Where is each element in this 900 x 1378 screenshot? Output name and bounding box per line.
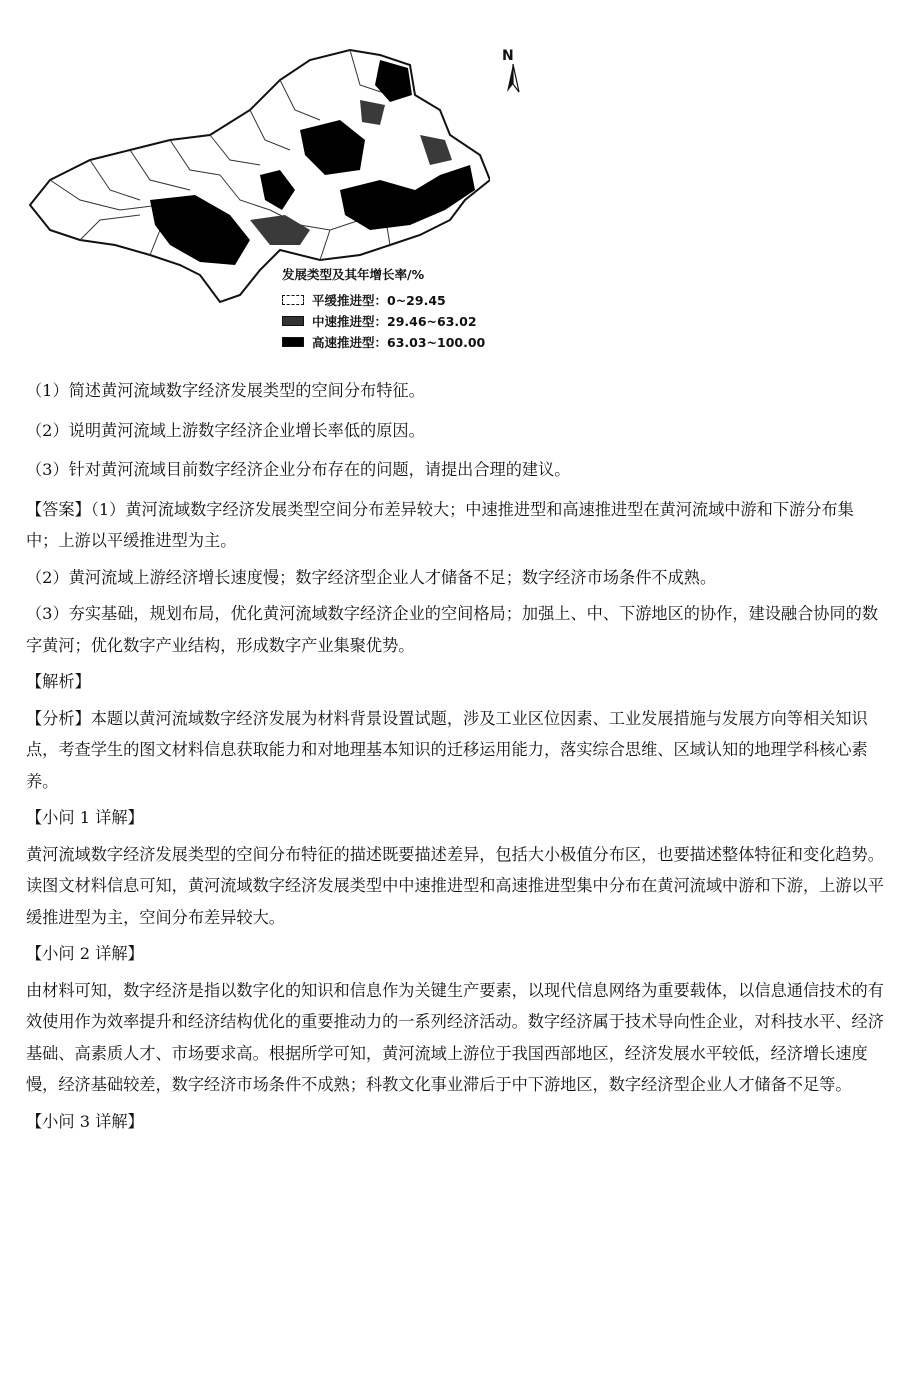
north-arrow — [498, 48, 528, 98]
answer-2: （2）黄河流域上游经济增长速度慢；数字经济型企业人才储备不足；数字经济市场条件不成熟。 — [26, 567, 717, 587]
legend-label: 平缓推进型：0~29.45 — [312, 292, 446, 308]
legend-label: 高速推进型：63.03~100.00 — [312, 334, 486, 350]
legend-item-mid — [282, 310, 542, 331]
map-legend — [282, 265, 542, 352]
q1-detail-header: 【小问 1 详解】 — [26, 808, 144, 827]
legend-swatch-light — [282, 295, 304, 305]
legend-item-light — [282, 289, 542, 310]
answer-1: 【答案】（1）黄河流域数字经济发展类型空间分布差异较大；中速推进型和高速推进型在黄河流域中游和下游分布集中；上游以平缓推进型为主。 — [26, 499, 854, 550]
question-3: （3）针对黄河流域目前数字经济企业分布存在的问题，请提出合理的建议。 — [26, 460, 571, 479]
question-2: （2）说明黄河流域上游数字经济企业增长率低的原因。 — [26, 420, 425, 440]
q3-detail-header: 【小问 3 详解】 — [26, 1111, 144, 1131]
analysis-fenxi: 【分析】本题以黄河流域数字经济发展为材料背景设置试题，涉及工业区位因素、工业发展措施与发展方向等相关知识点，考查学生的图文材料信息获取能力和对地理基本知识的迁移运用能力，落实综合思维、区域认知的地理学科核心素养。 — [26, 708, 868, 791]
legend-label: 中速推进型：29.46~63.02 — [312, 313, 477, 329]
north-arrow-icon — [498, 48, 528, 98]
document-body — [26, 375, 886, 1142]
legend-swatch-mid — [282, 316, 304, 326]
q2-detail-body: 由材料可知，数字经济是指以数字化的知识和信息作为关键生产要素，以现代信息网络为重要载体，以信息通信技术的有效使用作为效率提升和经济结构优化的重要推动力的一系列经济活动。数字经济属于技术导向性企业，对科技水平、经济基础、高素质人才、市场要求高。根据所学可知，黄河流域上游位于我国西部地区，经济发展水平较低，经济增长速度慢，经济基础较差，数字经济市场条件不成熟；科教文化事业滞后于中下游地区，数字经济型企业人才储备不足等。 — [26, 980, 884, 1094]
north-label: N — [502, 48, 514, 64]
question-1: （1）简述黄河流域数字经济发展类型的空间分布特征。 — [26, 381, 425, 400]
q1-detail-body: 黄河流域数字经济发展类型的空间分布特征的描述既要描述差异，包括大小极值分布区，也要描述整体特征和变化趋势。读图文材料信息可知，黄河流域数字经济发展类型中中速推进型和高速推进型集中分布在黄河流域中游和下游，上游以平缓推进型为主，空间分布差异较大。 — [26, 844, 884, 927]
legend-item-high — [282, 331, 542, 352]
q2-detail-header: 【小问 2 详解】 — [26, 944, 144, 963]
legend-title: 发展类型及其年增长率/% — [282, 267, 425, 282]
analysis-header: 【解析】 — [26, 672, 91, 691]
legend-swatch-high — [282, 337, 304, 347]
yellow-river-map-figure — [20, 40, 540, 360]
answer-3: （3）夯实基础，规划布局，优化黄河流域数字经济企业的空间格局；加强上、中、下游地区的协作，建设融合协同的数字黄河；优化数字产业结构，形成数字产业集聚优势。 — [26, 604, 879, 655]
